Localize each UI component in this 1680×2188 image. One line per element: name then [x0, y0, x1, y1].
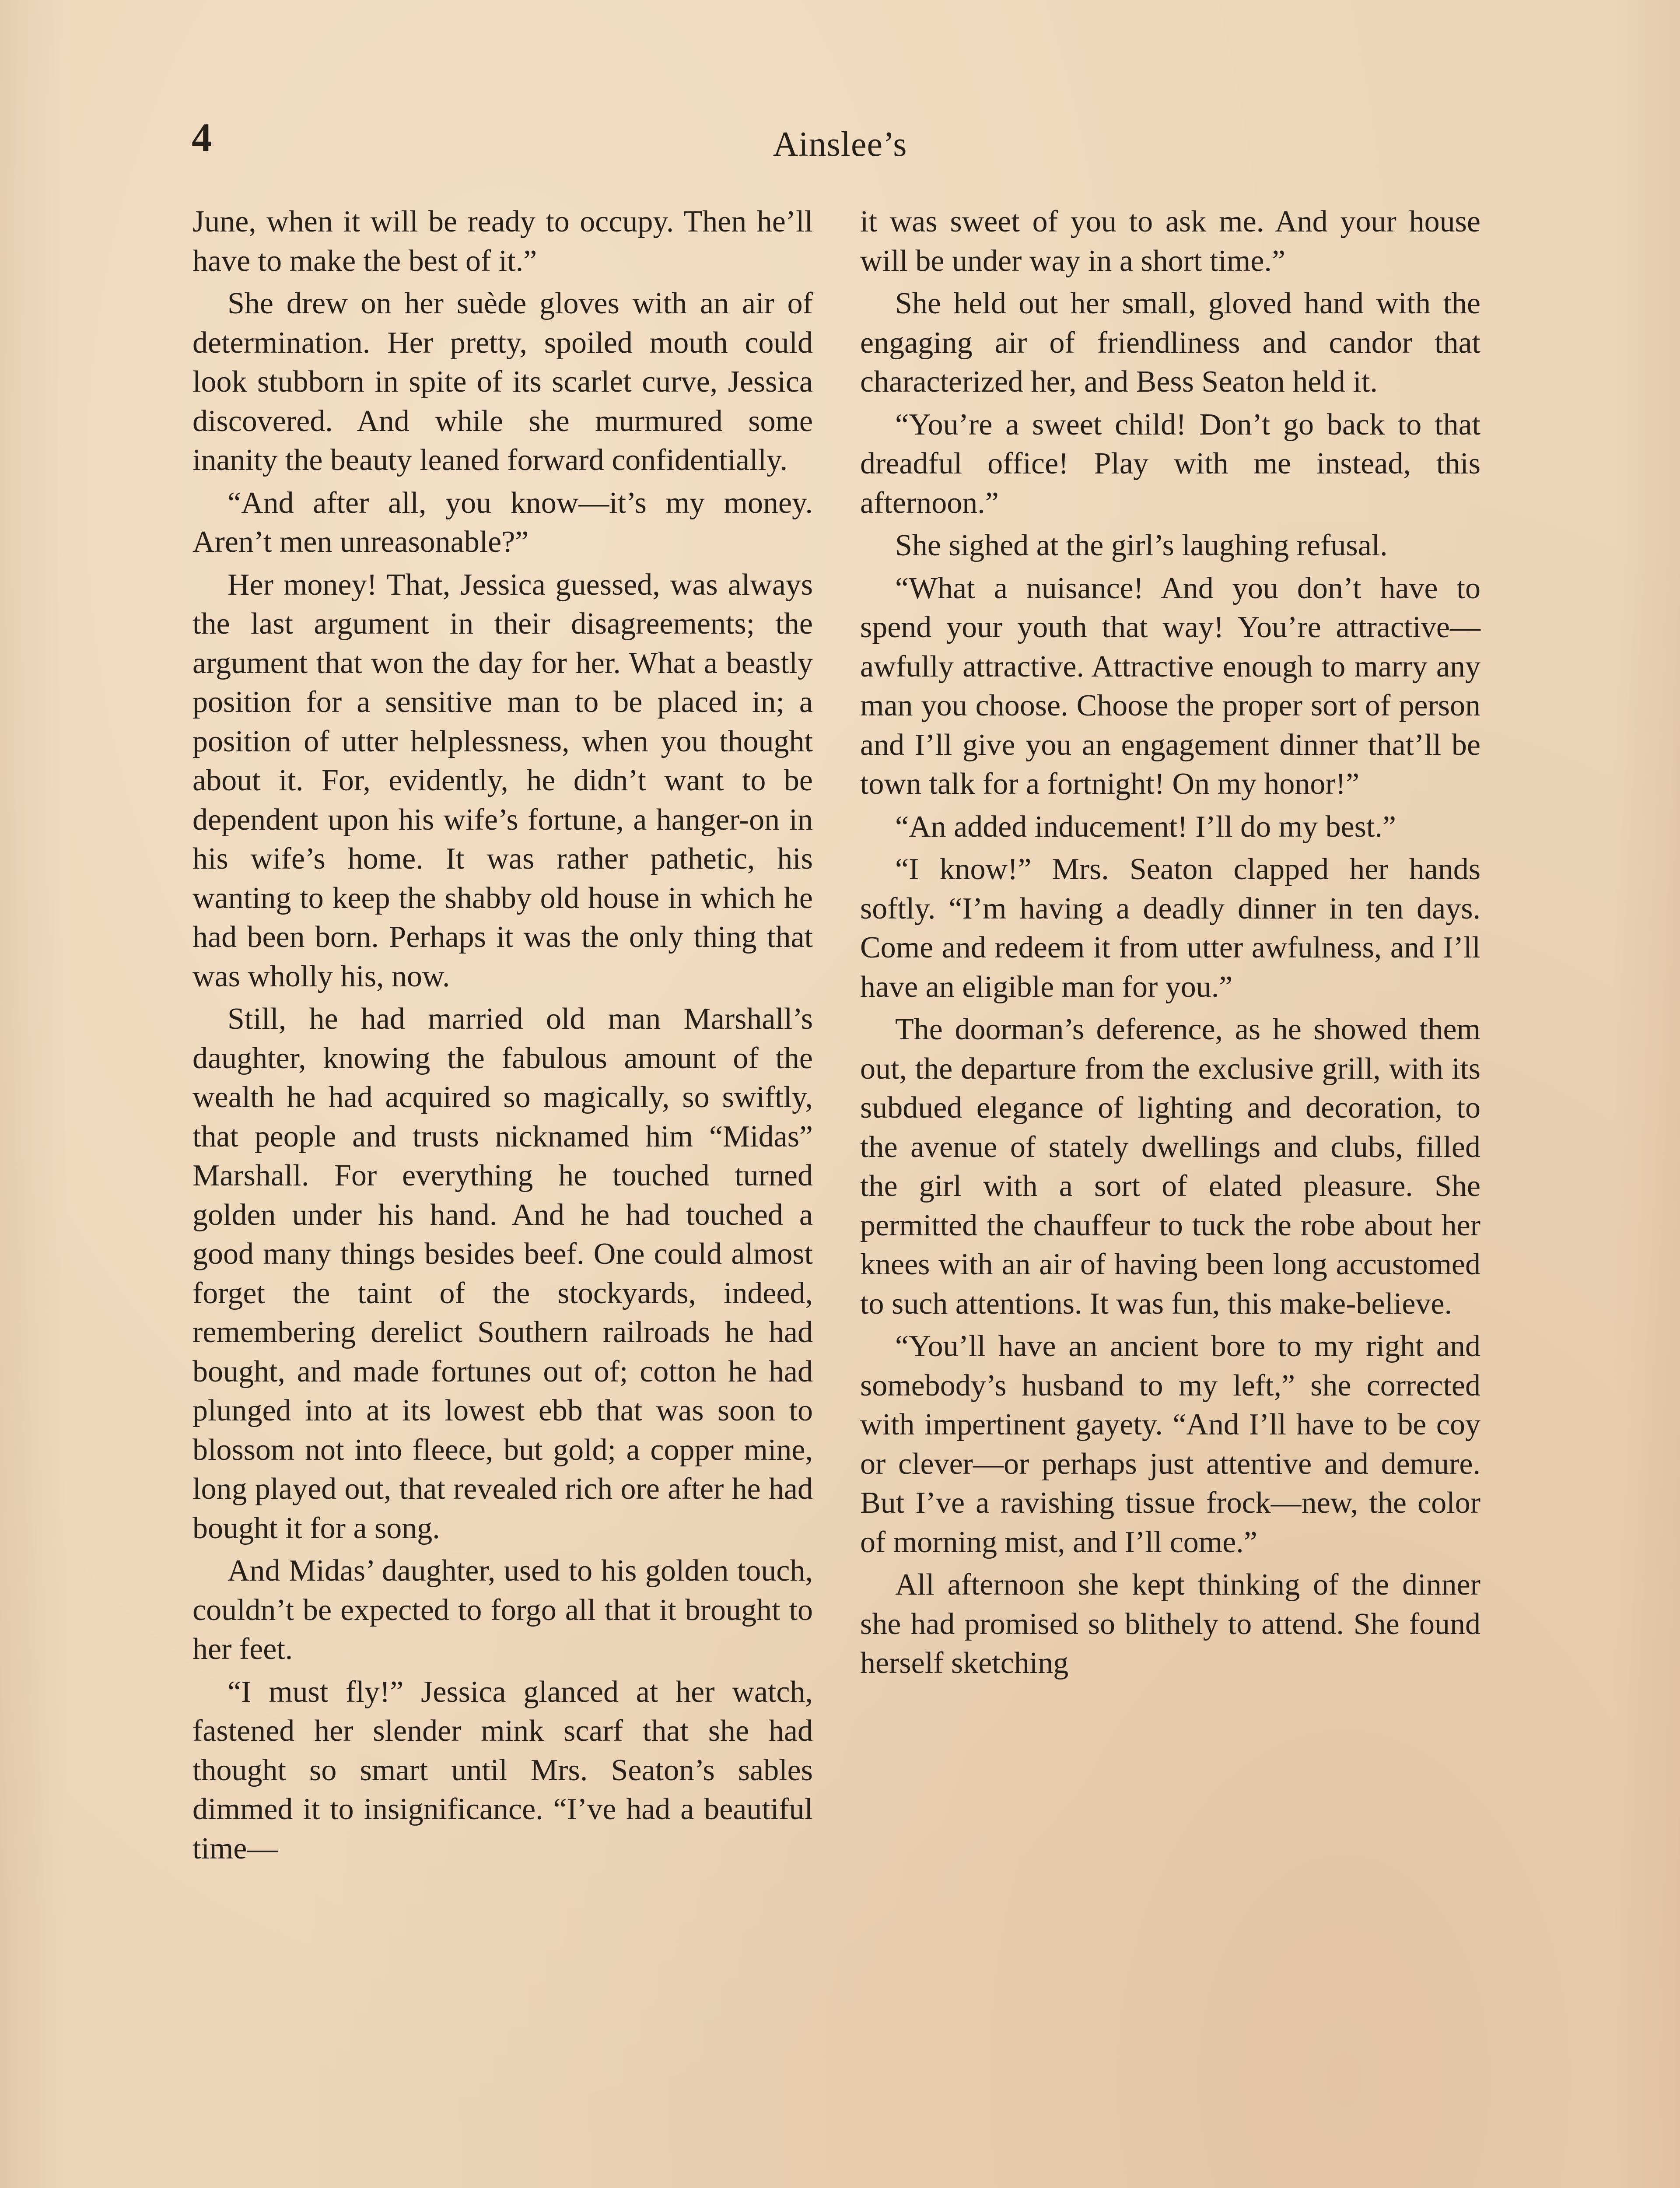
right-text-column — [860, 202, 1480, 1687]
paragraph: “An added inducement! I’ll do my best.” — [895, 810, 1396, 844]
left-text-column — [192, 202, 813, 1872]
running-head-title: Ainslee’s — [773, 125, 907, 164]
paragraph: She held out her small, gloved hand with the engaging air of friendliness and candor that characterized her, and Bess Seaton held it. — [860, 287, 1480, 399]
paragraph: “I must fly!” Jessica glanced at her watch, fastened her slender mink scarf that she had thought so smart until Mrs. Seaton’s sables dimmed it to insignificance. “I’ve had a beautiful time— — [192, 1675, 813, 1865]
paragraph: “You’ll have an ancient bore to my right and somebody’s husband to my left,” she corrected with impertinent gayety. “And I’ll have to be coy or clever—or perhaps just attentive and demure. But I’ve a ravishing tissue frock—new, the color of morning mist, and I’ll come.” — [860, 1329, 1480, 1559]
paragraph: She drew on her suède gloves with an air of determination. Her pretty, spoiled mouth could look stubborn in spite of its scarlet curve, Jessica discovered. And while she murmured some inanity the beauty leaned forward confidentially. — [192, 287, 813, 477]
paragraph: And Midas’ daughter, used to his golden touch, couldn’t be expected to forgo all that it brought to her feet. — [192, 1554, 813, 1666]
paragraph: “You’re a sweet child! Don’t go back to that dreadful office! Play with me instead, this afternoon.” — [860, 407, 1480, 520]
paragraph: All afternoon she kept thinking of the dinner she had promised so blithely to attend. She found herself sketching — [860, 1568, 1480, 1680]
paragraph: She sighed at the girl’s laughing refusal. — [895, 529, 1388, 562]
paragraph: it was sweet of you to ask me. And your house will be under way in a short time.” — [860, 205, 1480, 278]
paragraph: “And after all, you know—it’s my money. Aren’t men unreasonable?” — [192, 486, 813, 559]
paragraph: Her money! That, Jessica guessed, was always the last argument in their disagreements; the argument that won the day for her. What a beastly position for a sensitive man to be placed in; a position of utter helplessness, when you thought about it. For, evidently, he didn’t want to be dependent upon his wife’s fortune, a hanger-on in his wife’s home. It was rather pathetic, his wanting to keep the shabby old house in which he had been born. Perhaps it was the only thing that was wholly his, now. — [192, 568, 813, 993]
paragraph: Still, he had married old man Marshall’s daughter, knowing the fabulous amount of the wealth he had acquired so magically, so swiftly, that people and trusts nicknamed him “Midas” Marshall. For everything he touched turned golden under his hand. And he had touched a good many things besides beef. One could almost forget the taint of the stockyards, indeed, remembering derelict Southern railroads he had bought, and made fortunes out of; cotton he had plunged into at its lowest ebb that was soon to blossom not into fleece, but gold; a copper mine, long played out, that revealed rich ore after he had bought it for a song. — [192, 1002, 813, 1545]
paragraph: “I know!” Mrs. Seaton clapped her hands softly. “I’m having a deadly dinner in ten days. Come and redeem it from utter awfulness, and I’ll have an eligible man for you.” — [860, 852, 1480, 1004]
paragraph: June, when it will be ready to occupy. Then he’ll have to make the best of it.” — [192, 205, 813, 278]
paragraph: “What a nuisance! And you don’t have to spend your youth that way! You’re attractive—awfully attractive. Attractive enough to marry any man you choose. Choose the proper sort of person and I’ll give you an engagement dinner that’ll be town talk for a fortnight! On my honor!” — [860, 571, 1480, 801]
paragraph: The doorman’s deference, as he showed them out, the departure from the exclusive grill, with its subdued elegance of lighting and decoration, to the avenue of stately dwellings and clubs, filled the girl with a sort of elated pleasure. She permitted the chauffeur to tuck the robe about her knees with an air of having been long accustomed to such attentions. It was fun, this make-believe. — [860, 1013, 1480, 1321]
page-number: 4 — [192, 115, 212, 160]
